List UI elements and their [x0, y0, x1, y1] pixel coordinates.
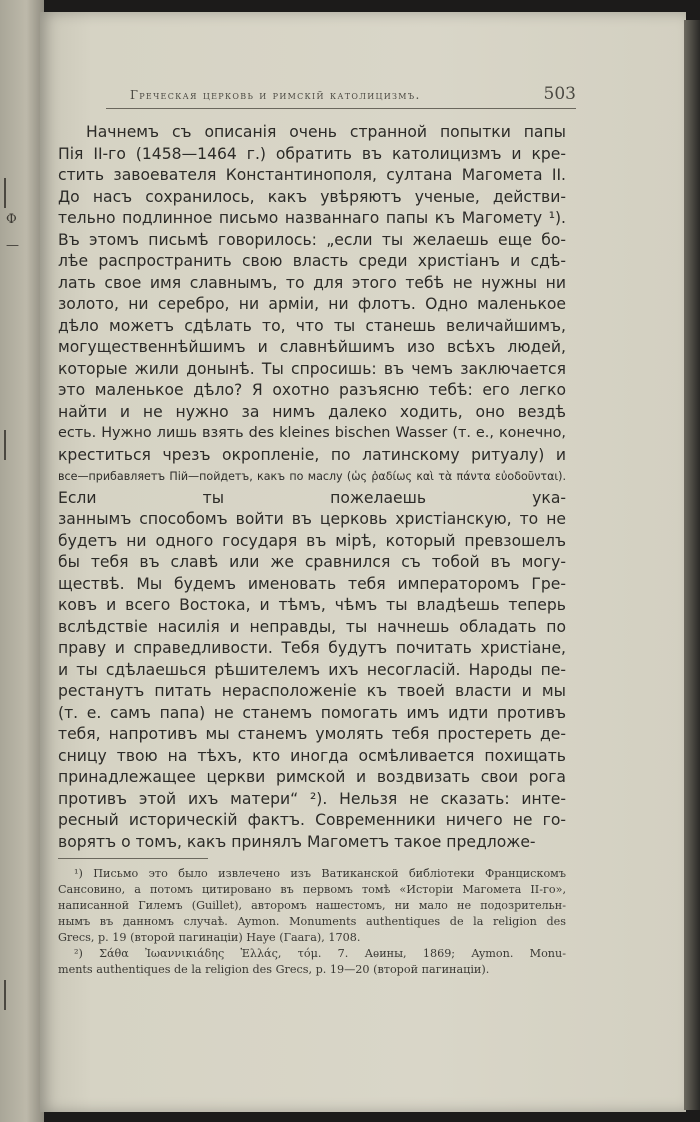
- facing-page-mark: [4, 980, 20, 1010]
- text-line: Въ этомъ письмѣ говорилось: „если ты желаешь еще бо-: [58, 230, 566, 249]
- text-line: ковъ и всего Востока, и тѣмъ, чѣмъ ты владѣешь теперь: [58, 596, 566, 614]
- text-line: (т. е. самъ папа) не станемъ помогать имъ идти противъ: [58, 703, 566, 722]
- text-line: могущественнѣйшимъ и славнѣйшимъ изо всѣхъ людей,: [58, 338, 566, 356]
- page-header: [106, 84, 576, 109]
- text-line: Начнемъ съ описанія очень странной попытки папы: [86, 123, 566, 141]
- text-line: ресный историческій фактъ. Современники ничего не го-: [58, 811, 566, 829]
- text-line: принадлежащее церкви римской и воздвизать свои рога: [58, 768, 566, 786]
- facing-page-edge: [0, 0, 44, 1122]
- footnotes: [58, 866, 566, 978]
- text-line: лѣе распространить свою власть среди христіанъ и сдѣ-: [58, 252, 566, 270]
- footnote-line: ²) Σάθα Ἰωαννικιάδης Ἑλλάς, τόμ. 7. Аѳины, 1869; Aymon. Monu-: [74, 947, 566, 960]
- text-line: все—прибавляетъ Пій—пойдетъ, какъ по маслу (ὡς ῥαδίως καὶ τὰ πάντα εὐοδοῦνται).: [58, 470, 566, 483]
- text-line: тебя, напротивъ мы станемъ умолять тебя простереть де-: [58, 725, 566, 743]
- footnote-line: нымъ въ данномъ случаѣ. Aymon. Monuments authentiques de la religion des: [58, 915, 566, 928]
- text-line: и ты сдѣлаешься рѣшителемъ ихъ несогласій. Народы пе-: [58, 660, 566, 679]
- text-line: рестанутъ питать нерасположеніе къ твоей власти и мы: [58, 682, 566, 700]
- text-line: креститься чрезъ окропленіе, по латинскому ритуалу) и: [58, 445, 566, 464]
- text-line: До насъ сохранилось, какъ увѣряютъ ученые, действи-: [58, 187, 566, 206]
- footnote-line: ¹) Письмо это было извлечено изъ Ватиканской библіотеки Францискомъ: [74, 867, 566, 880]
- text-line: есть. Нужно лишь взять des kleines bischen Wasser (т. е., конечно,: [58, 425, 566, 441]
- text-line: сницу твою на тѣхъ, кто иногда осмѣливается похищать: [58, 746, 566, 765]
- text-line: лать свое имя славнымъ, то для этого тебѣ не нужны ни: [58, 273, 566, 292]
- text-line: дѣло можетъ сдѣлать то, что ты станешь величайшимъ,: [58, 316, 566, 335]
- running-head: Греческая церковь и римскій католицизмъ.: [130, 88, 421, 102]
- footnote-line: написанной Гилемъ (Guillet), авторомъ нашестомъ, ни мало не подозрительн-: [58, 899, 566, 912]
- text-line: противъ этой ихъ матери“ ²). Нельзя не сказать: инте-: [58, 789, 566, 808]
- text-line: ворятъ о томъ, какъ принялъ Магометъ такое предложе-: [58, 832, 536, 851]
- footnote-line: ments authentiques de la religion des Grecs, p. 19—20 (второй пагинаціи).: [58, 963, 490, 976]
- text-line: тельно подлинное письмо названнаго папы къ Магомету ¹).: [58, 209, 566, 227]
- text-line: бы тебя въ славѣ или же сравнился съ тобой въ могу-: [58, 553, 566, 571]
- facing-page-char: Ф: [6, 212, 17, 227]
- facing-page-mark: [4, 178, 20, 208]
- facing-page-char: —: [6, 238, 19, 253]
- text-line: вслѣдствіе насилія и неправды, ты начнешь обладать по: [58, 617, 566, 636]
- text-line: праву и справедливости. Тебя будутъ почитать христіане,: [58, 639, 566, 657]
- text-line: которые жили донынѣ. Ты спросишь: въ чемъ заключается: [58, 359, 566, 378]
- main-text: [58, 122, 566, 853]
- footnote-line: Grecs, p. 19 (второй пагинаціи) Haye (Гаага), 1708.: [58, 931, 361, 944]
- text-line: золото, ни серебро, ни арміи, ни флотъ. Одно маленькое: [58, 295, 566, 313]
- footnote-line: Сансовино, а потомъ цитировано въ первомъ томѣ «Исторіи Магомета II-го»,: [58, 883, 566, 896]
- page-number: 503: [543, 84, 576, 104]
- text-line: Пія II-го (1458—1464 г.) обратить въ католицизмъ и кре-: [58, 144, 566, 163]
- text-line: стить завоевателя Константинополя, султана Магомета II.: [58, 166, 566, 184]
- text-line: ществѣ. Мы будемъ именовать тебя императоромъ Гре-: [58, 574, 566, 593]
- text-line: будетъ ни одного государя въ мірѣ, который превзошелъ: [58, 531, 566, 550]
- text-line: заннымъ способомъ войти въ церковь христіанскую, то не: [58, 510, 566, 528]
- text-line: это маленькое дѣло? Я охотно разъясню тебѣ: его легко: [58, 381, 566, 399]
- page-stack-edge: [684, 20, 700, 1110]
- facing-page-mark: [4, 430, 20, 460]
- text-line: Если ты пожелаешь ука-: [58, 488, 566, 507]
- text-line: найти и не нужно за нимъ далеко ходить, оно вездѣ: [58, 402, 566, 421]
- footnote-divider: [58, 858, 208, 859]
